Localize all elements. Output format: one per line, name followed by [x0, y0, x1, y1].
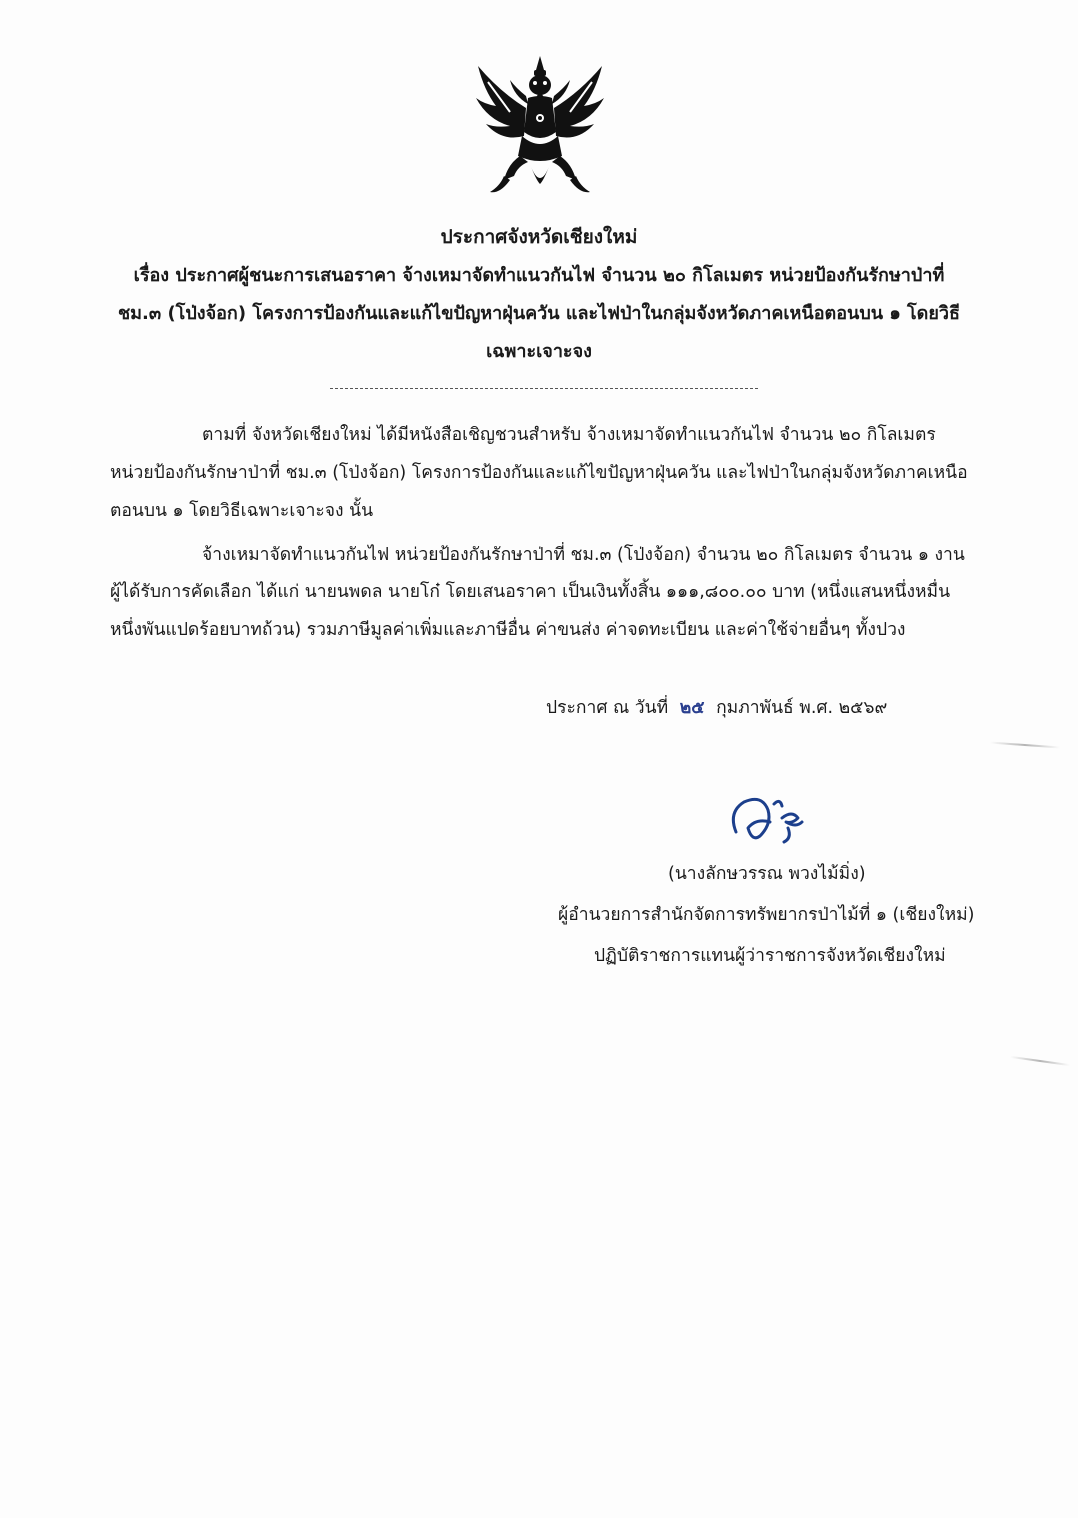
subject-line-3: เฉพาะเจาะจง [486, 341, 592, 362]
header-divider [330, 388, 758, 389]
handwritten-signature [722, 788, 822, 848]
dateline-prefix: ประกาศ ณ วันที่ [546, 698, 669, 718]
signer-acting-for: ปฏิบัติราชการแทนผู้ว่าราชการจังหวัดเชียงใหม่ [594, 946, 946, 966]
paragraph2-line-1: จ้างเหมาจัดทำแนวกันไฟ หน่วยป้องกันรักษาป่าที่ ชม.๓ (โป่งจ้อก) จำนวน ๒๐ กิโลเมตร จำนวน ๑ งาน [202, 545, 965, 565]
signer-name: (นางลักษวรรณ พวงไม้มิ่ง) [668, 864, 866, 884]
paragraph1-line-3: ตอนบน ๑ โดยวิธีเฉพาะเจาะจง นั้น [110, 501, 374, 521]
dateline-day: ๒๕ [679, 698, 705, 718]
paragraph2-line-2: ผู้ได้รับการคัดเลือก ได้แก่ นายนพดล นายโก๋ โดยเสนอราคา เป็นเงินทั้งสิ้น ๑๑๑,๘๐๐.๐๐ บาท (หนึ่งแสนหนึ่งหมื่น [110, 582, 951, 602]
dateline [546, 696, 887, 720]
dateline-month-year: กุมภาพันธ์ พ.ศ. ๒๕๖๙ [716, 698, 888, 718]
paragraph1-line-2: หน่วยป้องกันรักษาป่าที่ ชม.๓ (โป่งจ้อก) โครงการป้องกันและแก้ไขปัญหาฝุ่นควัน และไฟป่าในกลุ่มจังหวัดภาคเหนือ [110, 463, 968, 483]
garuda-emblem-icon [470, 52, 610, 202]
paragraph1-line-1: ตามที่ จังหวัดเชียงใหม่ ได้มีหนังสือเชิญชวนสำหรับ จ้างเหมาจัดทำแนวกันไฟ จำนวน ๒๐ กิโลเมตร [202, 425, 936, 445]
subject-line-2: ชม.๓ (โป่งจ้อก) โครงการป้องกันและแก้ไขปัญหาฝุ่นควัน และไฟป่าในกลุ่มจังหวัดภาคเหนือตอนบน ๑ โดยวิธี [117, 303, 961, 324]
subject-line-1: เรื่อง ประกาศผู้ชนะการเสนอราคา จ้างเหมาจัดทำแนวกันไฟ จำนวน ๒๐ กิโลเมตร หน่วยป้องกันรักษาป่าที่ [133, 265, 945, 286]
announcement-title: ประกาศจังหวัดเชียงใหม่ [440, 226, 638, 248]
scan-artifact [1010, 1056, 1070, 1066]
paragraph2-line-3: หนึ่งพันแปดร้อยบาทถ้วน) รวมภาษีมูลค่าเพิ่มและภาษีอื่น ค่าขนส่ง ค่าจดทะเบียน และค่าใช้จ่ายอื่นๆ ทั้งปวง [110, 620, 906, 640]
signer-position: ผู้อำนวยการสำนักจัดการทรัพยากรป่าไม้ที่ ๑ (เชียงใหม่) [558, 905, 975, 925]
scan-artifact [990, 742, 1060, 749]
